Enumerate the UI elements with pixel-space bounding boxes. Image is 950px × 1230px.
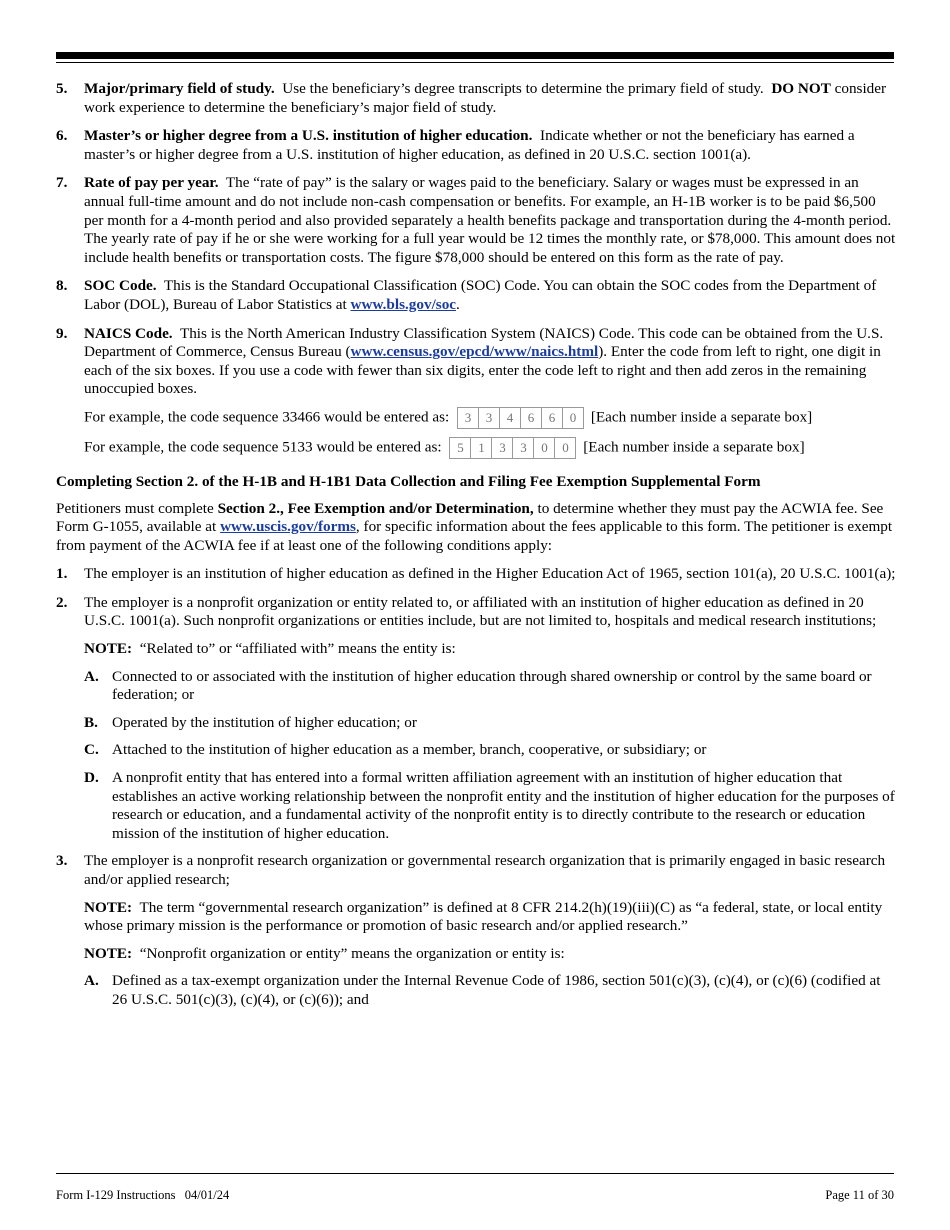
- sub-text: Operated by the institution of higher education; or: [112, 713, 417, 731]
- item-text: ). Enter the code from left to right, one digit in each of the six boxes. If you use a code with fewer than six digits, enter the code left to right and then add zeros in the remaining unoccupied boxes.: [84, 343, 881, 398]
- digit-boxes: [457, 407, 583, 429]
- condition-2-sub-b: [84, 714, 896, 733]
- digit-box: 0: [562, 407, 584, 429]
- condition-2: [56, 594, 896, 631]
- item-text: The employer is a nonprofit organization or entity related to, or affiliated with an institution of higher education as defined in 20 U.S.C. 1001(a). Such nonprofit organizations or entities include, but are not limited to, hospitals and medical research institutions;: [84, 593, 877, 630]
- item-text: consider work experience to determine the beneficiary’s major field of study.: [84, 80, 887, 116]
- instruction-item-8: [56, 277, 896, 314]
- digit-box: 3: [491, 437, 513, 459]
- example-note: [Each number inside a separate box]: [590, 408, 813, 426]
- note-text: The term “governmental research organization” is defined at 8 CFR 214.2(h)(19)(iii)(C) as “a federal, state, or local entity whose primary mission is the performance or promotion of basic research and/or applied research.”: [84, 898, 883, 935]
- sub-text: Connected to or associated with the institution of higher education through shared ownership or control by the same board or federation; or: [112, 667, 872, 704]
- intro-emphasis: Section 2., Fee Exemption and/or Determination,: [217, 499, 534, 517]
- instruction-item-7: [56, 174, 896, 267]
- footer-form-id: Form I-129 Instructions 04/01/24: [56, 1188, 230, 1202]
- item-number: 5.: [56, 80, 68, 97]
- sub-text: Attached to the institution of higher education as a member, branch, cooperative, or subsidiary; or: [112, 741, 707, 759]
- sub-letter: A.: [84, 972, 99, 990]
- digit-box: 4: [499, 407, 521, 429]
- naics-example-1: [84, 407, 896, 429]
- footer-page-number: Page 11 of 30: [825, 1188, 894, 1202]
- instruction-item-6: [56, 127, 896, 164]
- digit-box: 5: [449, 437, 471, 459]
- header-rule-thin: [56, 62, 894, 63]
- instruction-item-9: [56, 325, 896, 399]
- digit-box: 3: [457, 407, 479, 429]
- example-text: For example, the code sequence 5133 would be entered as:: [84, 438, 442, 456]
- digit-box: 0: [554, 437, 576, 459]
- digit-box: 1: [470, 437, 492, 459]
- header-rule-thick: [56, 52, 894, 59]
- condition-2-note: [84, 640, 896, 659]
- item-number: 2.: [56, 593, 68, 611]
- item-number: 1.: [56, 565, 68, 583]
- item-text: The “rate of pay” is the salary or wages paid to the beneficiary. Salary or wages must be expressed in an annual full-time amount and do not include non-cash compensation or benefits. For example, an H-1B worker is to be paid $6,500 per month for a 4-month period and also provided separately a health benefits package and transportation during the 4-month period. The yearly rate of pay if he or she were working for a full year would be 12 times the monthly rate, or $78,000. This amount does not include health benefits or transportation costs. The figure $78,000 should be entered on this form as the rate of pay.: [84, 174, 896, 266]
- condition-3-note-1: [84, 899, 896, 936]
- condition-1: [56, 565, 896, 584]
- section-2-intro: [56, 500, 896, 556]
- digit-boxes: [449, 437, 575, 459]
- item-text: This is the North American Industry Classification System (NAICS) Code. This code can be obtained from the U.S. Department of Commerce, Census Bureau (: [84, 324, 884, 361]
- section-2-heading: Completing Section 2. of the H-1B and H-1B1 Data Collection and Filing Fee Exemption Supplemental Form: [56, 472, 761, 490]
- note-label: NOTE:: [84, 640, 133, 658]
- sub-text: Defined as a tax-exempt organization under the Internal Revenue Code of 1986, section 501(c)(3), (c)(4), or (c)(6) (codified at 26 U.S.C. 501(c)(3), (c)(4), or (c)(6)); and: [112, 972, 881, 1008]
- condition-2-sub-c: [84, 741, 896, 760]
- condition-3: [56, 852, 896, 889]
- condition-2-details: [56, 640, 896, 843]
- condition-3-sub-a: [84, 972, 896, 1009]
- sub-text: A nonprofit entity that has entered into a formal written affiliation agreement with an institution of higher education that establishes an active working relationship between the nonprofit entity and the institution of higher education for the purposes of research or education, and a fundamental activity of the nonprofit entity is to directly contribute to the research or education mission of the institution of higher education.: [112, 769, 895, 842]
- item-title: Master’s or higher degree from a U.S. institution of higher education.: [84, 127, 533, 145]
- page-content: [56, 80, 896, 1019]
- intro-text: Petitioners must complete: [56, 499, 214, 517]
- digit-box: 6: [541, 407, 563, 429]
- sub-letter: D.: [84, 769, 99, 787]
- digit-box: 3: [478, 407, 500, 429]
- note-label: NOTE:: [84, 898, 133, 916]
- condition-2-sub-a: [84, 668, 896, 705]
- condition-2-sub-d: [84, 769, 896, 843]
- footer-rule: [56, 1173, 894, 1174]
- item-text: This is the Standard Occupational Classification (SOC) Code. You can obtain the SOC codes from the Department of Labor (DOL), Bureau of Labor Statistics at: [84, 277, 877, 313]
- sub-letter: A.: [84, 667, 99, 685]
- item-text: Indicate whether or not the beneficiary has earned a master’s or higher degree from a U.S. institution of higher education, as defined in 20 U.S.C. section 1001(a).: [84, 127, 855, 163]
- digit-box: 6: [520, 407, 542, 429]
- item-number: 8.: [56, 277, 68, 295]
- item-number: 9.: [56, 324, 68, 342]
- item-text: The employer is a nonprofit research organization or governmental research organization that is primarily engaged in basic research and/or applied research;: [84, 852, 886, 888]
- item-emphasis: DO NOT: [771, 80, 831, 97]
- condition-3-note-2: [84, 945, 896, 964]
- sub-letter: B.: [84, 713, 98, 731]
- digit-box: 3: [512, 437, 534, 459]
- note-text: “Related to” or “affiliated with” means the entity is:: [139, 640, 456, 658]
- digit-box: 0: [533, 437, 555, 459]
- example-text: For example, the code sequence 33466 would be entered as:: [84, 408, 450, 426]
- example-note: [Each number inside a separate box]: [583, 438, 805, 456]
- item-text: The employer is an institution of higher education as defined in the Higher Education Act of 1965, section 101(a), 20 U.S.C. 1001(a);: [84, 565, 896, 583]
- instruction-item-5: [56, 80, 896, 117]
- item-number: 6.: [56, 127, 68, 145]
- item-title: Major/primary field of study.: [84, 80, 275, 97]
- census-naics-link[interactable]: www.census.gov/epcd/www/naics.html: [350, 343, 599, 361]
- item-text: .: [456, 295, 460, 313]
- intro-text: , for specific information about the fees applicable to this form. The petitioner is exempt from payment of the ACWIA fee if at least one of the following conditions apply:: [56, 518, 893, 554]
- note-text: “Nonprofit organization or entity” means the organization or entity is:: [139, 944, 565, 962]
- intro-text: to determine whether they must pay the ACWIA fee. See Form G-1055, available at: [56, 499, 884, 536]
- uscis-forms-link[interactable]: www.uscis.gov/forms: [220, 518, 356, 536]
- bls-soc-link[interactable]: www.bls.gov/soc: [350, 295, 457, 313]
- item-number: 7.: [56, 174, 68, 192]
- sub-letter: C.: [84, 741, 99, 759]
- item-text: Use the beneficiary’s degree transcripts to determine the primary field of study.: [282, 80, 764, 97]
- item-title: SOC Code.: [84, 277, 157, 295]
- item-title: Rate of pay per year.: [84, 174, 219, 192]
- note-label: NOTE:: [84, 944, 133, 962]
- naics-examples: [56, 407, 896, 459]
- naics-example-2: [84, 437, 896, 459]
- item-title: NAICS Code.: [84, 324, 173, 342]
- item-number: 3.: [56, 852, 68, 870]
- condition-3-details: [56, 899, 896, 1010]
